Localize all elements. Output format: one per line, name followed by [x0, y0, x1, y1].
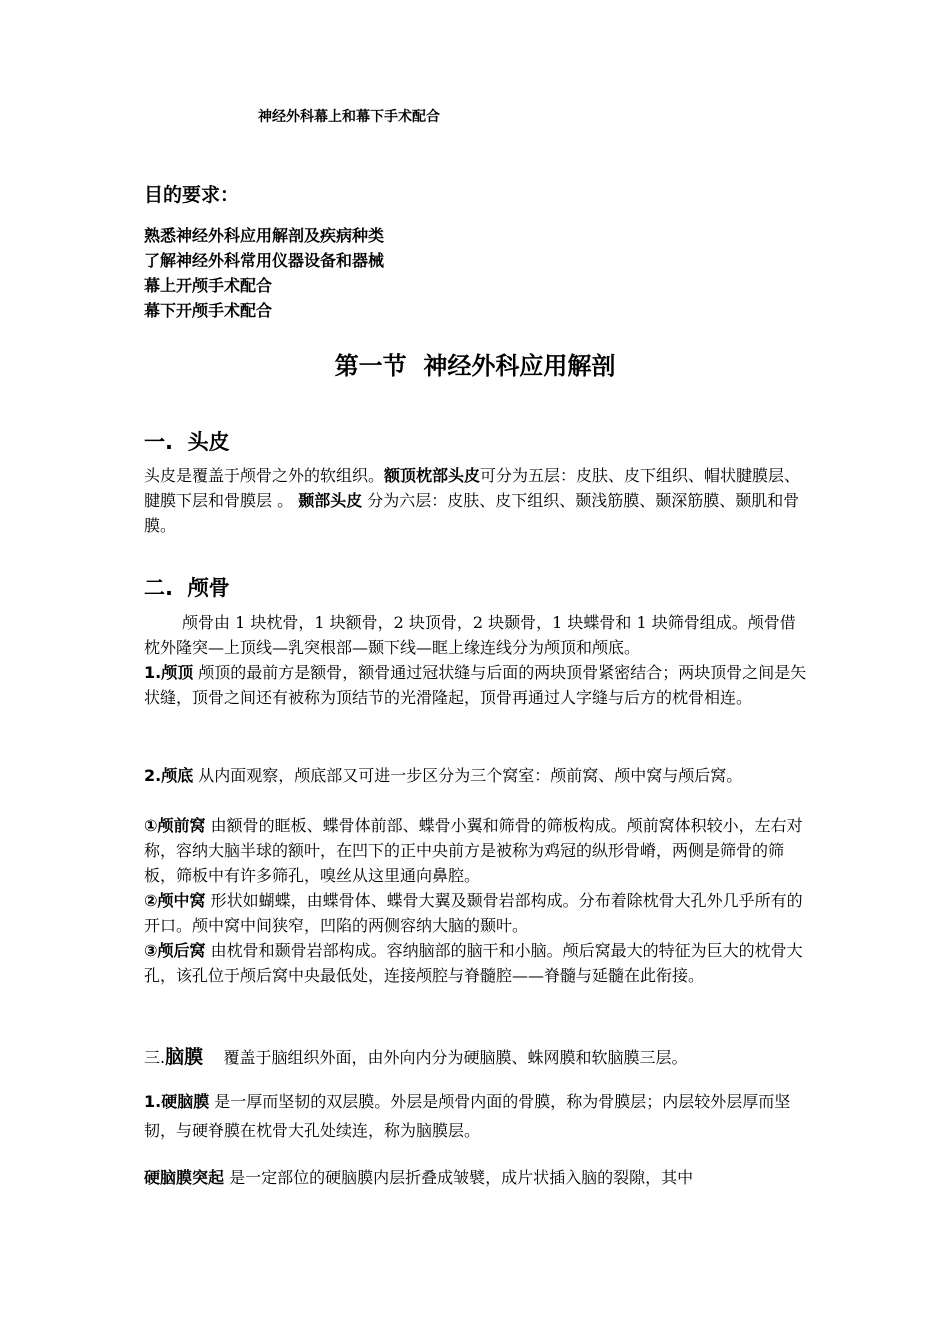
- scalp-text: 分为六层：皮肤、皮下组织、颞浅筋膜、颞深筋膜、颞肌和骨膜。: [144, 491, 800, 535]
- scalp-text: 头皮是覆盖于颅骨之外的软组织。: [144, 466, 385, 485]
- scalp-term-frontal: 额顶枕部头皮: [384, 466, 481, 485]
- fossa-middle-paragraph: [144, 888, 808, 938]
- dura-process-label: 硬脑膜突起: [144, 1168, 225, 1187]
- skull-vault-text: 颅顶的最前方是额骨，额骨通过冠状缝与后面的两块顶骨紧密结合；两块顶骨之间是矢状缝，顶骨之间还有被称为顶结节的光滑隆起，顶骨再通过人字缝与后方的枕骨相连。: [144, 663, 807, 707]
- scalp-paragraph: [144, 463, 808, 538]
- dura-process-text: 是一定部位的硬脑膜内层折叠成皱襞，成片状插入脑的裂隙，其中: [224, 1168, 694, 1187]
- fossa-text: 由额骨的眶板、蝶骨体前部、蝶骨小翼和筛骨的筛板构成。颅前窝体积较小，左右对称，容纳大脑半球的额叶，在凹下的正中央前方是被称为鸡冠的纵形骨嵴，两侧是筛骨的筛板，筛板中有许多筛孔，嗅丝从这里通向鼻腔。: [144, 816, 803, 885]
- skull-heading: 二. 颅骨: [144, 576, 230, 600]
- scalp-term-temporal: 颞部头皮: [298, 491, 363, 510]
- fossa-label: ①颅前窝: [144, 816, 206, 835]
- scalp-heading: 一. 头皮: [144, 430, 230, 454]
- dura-text: 是一厚而坚韧的双层膜。外层是颅骨内面的骨膜，称为骨膜层；内层较外层厚而坚韧，与硬脊膜在枕骨大孔处续连，称为脑膜层。: [144, 1092, 791, 1140]
- skull-base-paragraph: [144, 763, 808, 788]
- meninges-heading: 脑膜: [165, 1046, 204, 1068]
- skull-base-label: 2.颅底: [144, 766, 194, 785]
- document-title: 神经外科幕上和幕下手术配合: [258, 109, 440, 125]
- meninges-heading-row: [144, 1042, 687, 1069]
- meninges-number: 三.: [144, 1048, 166, 1067]
- requirements-heading: 目的要求：: [144, 184, 240, 206]
- requirement-item: 幕下开颅手术配合: [144, 301, 273, 320]
- requirement-item: 熟悉神经外科应用解剖及疾病种类: [144, 226, 385, 245]
- requirement-item: 了解神经外科常用仪器设备和器械: [144, 251, 385, 270]
- skull-base-text: 从内面观察，颅底部又可进一步区分为三个窝室：颅前窝、颅中窝与颅后窝。: [193, 766, 743, 785]
- skull-intro: 颅骨由 1 块枕骨，1 块额骨，2 块顶骨，2 块颞骨，1 块蝶骨和 1 块筛骨组成。颅骨借枕外隆突—上顶线—乳突根部—颞下线—眶上缘连线分为颅顶和颅底。: [144, 613, 796, 657]
- skull-vault-paragraph: [144, 660, 808, 710]
- fossa-text: 形状如蝴蝶，由蝶骨体、蝶骨大翼及颞骨岩部构成。分布着除枕骨大孔外几乎所有的开口。颅中窝中间狭窄，凹陷的两侧容纳大脑的颞叶。: [144, 891, 803, 935]
- requirement-item: 幕上开颅手术配合: [144, 276, 273, 295]
- section-title: 第一节 神经外科应用解剖: [334, 352, 616, 380]
- fossa-posterior-paragraph: [144, 938, 808, 988]
- skull-vault-label: 1.颅顶: [144, 663, 194, 682]
- fossa-label: ③颅后窝: [144, 941, 206, 960]
- scalp-text: 可分为五层：皮肤、皮下组织、帽状腱膜层、腱膜下层和骨膜层 。: [144, 466, 801, 510]
- fossa-label: ②颅中窝: [144, 891, 206, 910]
- dura-paragraph: [144, 1087, 808, 1145]
- dura-process-paragraph: [144, 1165, 808, 1190]
- fossa-text: 由枕骨和颞骨岩部构成。容纳脑部的脑干和小脑。颅后窝最大的特征为巨大的枕骨大孔，该孔位于颅后窝中央最低处，连接颅腔与脊髓腔——脊髓与延髓在此衔接。: [144, 941, 803, 985]
- fossa-anterior-paragraph: [144, 813, 808, 888]
- meninges-intro: 覆盖于脑组织外面，由外向内分为硬脑膜、蛛网膜和软脑膜三层。: [203, 1048, 688, 1067]
- dura-label: 1.硬脑膜: [144, 1092, 210, 1111]
